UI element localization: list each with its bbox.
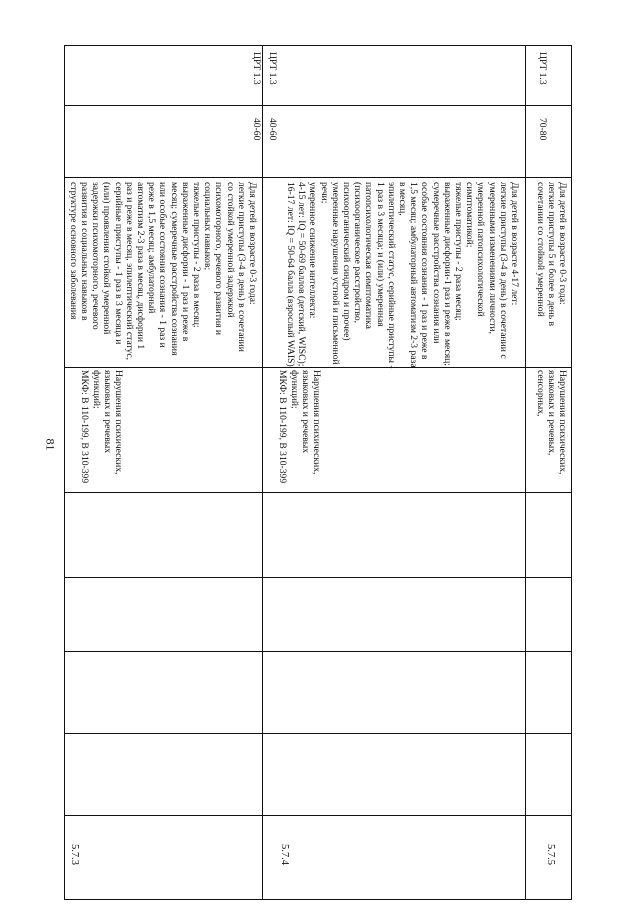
percent-cell: 40-60 bbox=[251, 118, 262, 141]
column-separator bbox=[64, 492, 572, 493]
percent-cell: 40-60 bbox=[267, 118, 278, 141]
row-id: 5.7.5 bbox=[545, 844, 556, 865]
criteria-cell: ЦРТ 1.3 bbox=[267, 52, 278, 85]
row-separator bbox=[525, 45, 526, 900]
description-cell: Для детей в возрасте 0-3 года: легкие приступы (3-4 в день) в сочетании со стойкой умеренной задержкой психомоторного, речевого развития и социальных навыков; тяжелые приступы - 2 раза в месяц; выраженные дисфории - 1 раз и реже в месяц; сумеречные расстройства сознания или особые состояния сознания - 1 раз и реже в 1,5 месяц; амбулаторный автоматизм 2-3 раза в месяц, дисфории 1 раз и реже в месяц, эпилептический статус, серийные приступы - 1 раз в 3 месяца и (или) проявления стойкой умеренной задержки психомоторного, речевого развития и социальных навыков в структуре основного заболевания bbox=[67, 182, 258, 360]
description-cell: Для детей в возрасте 0-3 года: легкие приступы 5 и более в день в сочетании со стойкой умеренной bbox=[534, 182, 568, 327]
column-separator bbox=[64, 105, 572, 106]
name-cell: Нарушения психических, языковых и речевых функций; МКФ: В 110-199, В 310-399 bbox=[277, 370, 322, 484]
description-cell: Для детей в возрасте 4-17 лет: легкие приступы (3-4 в день) в сочетании с умеренными изменениями личности, умеренной патопсихологической симптоматикой; тяжелые приступы - 2 раза месяц; выраженные дисфории-1 раз и реже в месяц; сумеречные расстройства сознания или особые состояния сознания - 1 раз и реже в 1,5 месяц; амбулаторный автоматизм 2-3 раза в месяц, эпилептический статус, серийные приступы - 1 раз в 3 месяца; и (или) умеренная патопсихологическая симптоматика (психоорганическое расстройство, психоорганический синдром и прочее) умеренные нарушения устной и письменной речи; умеренное снижение интеллекта: 4-15 лет: IQ = 50-69 баллов (детский, WISC); 16-17 лет: IQ = 50-64 балла (взрослый WAIS) bbox=[284, 182, 520, 369]
column-separator bbox=[64, 815, 572, 816]
name-cell: Нарушения психических, языковых и речевых функций; МКФ: В 110-199, В 310-399 bbox=[79, 370, 124, 484]
name-cell: Нарушения психических, языковых и речевых, сенсорных, bbox=[534, 370, 568, 475]
row-separator bbox=[262, 45, 263, 900]
table-border-right bbox=[571, 45, 572, 900]
row-id: 5.7.4 bbox=[279, 844, 290, 865]
percent-cell: 70-80 bbox=[537, 118, 548, 141]
row-separator bbox=[64, 899, 572, 900]
criteria-cell: ЦРТ 1.3 bbox=[537, 52, 548, 85]
column-separator bbox=[64, 177, 572, 178]
column-separator bbox=[64, 651, 572, 652]
column-separator bbox=[64, 733, 572, 734]
page-number: 81 bbox=[43, 438, 58, 451]
row-separator bbox=[64, 45, 572, 46]
table-border-left bbox=[64, 45, 65, 900]
column-separator bbox=[64, 577, 572, 578]
row-id: 5.7.3 bbox=[69, 844, 80, 865]
criteria-cell: ЦРТ 1.3 bbox=[251, 52, 262, 85]
